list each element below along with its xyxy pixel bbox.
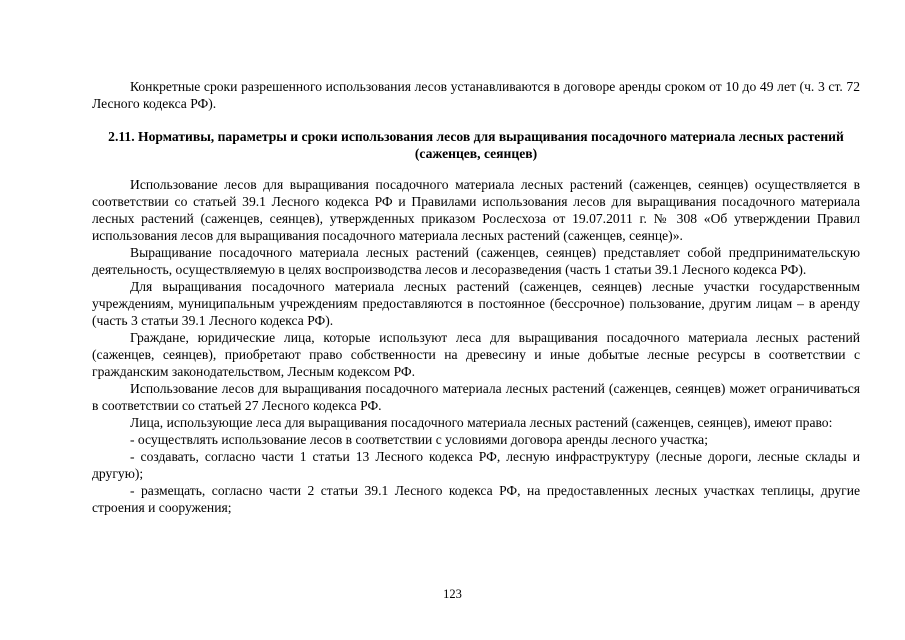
- list-item-lease-usage: - осуществлять использование лесов в соответствии с условиями договора аренды лесного участка;: [130, 432, 708, 447]
- intro-paragraph: Конкретные сроки разрешенного использования лесов устанавливаются в договоре аренды сроком от 10 до 49 лет (ч. 3 ст. 72 Лесного кодекса РФ).: [92, 79, 860, 111]
- list-item-greenhouses: - размещать, согласно части 2 статьи 39.1 Лесного кодекса РФ, на предоставленных лесных участках теплицы, другие строения и сооружения;: [92, 483, 860, 515]
- paragraph-limitations: Использование лесов для выращивания посадочного материала лесных растений (саженцев, сеянцев) может ограничиваться в соответствии со статьей 27 Лесного кодекса РФ.: [92, 381, 860, 413]
- document-page: [92, 70, 860, 516]
- paragraph-usage-basis: Использование лесов для выращивания посадочного материала лесных растений (саженцев, сеянцев) осуществляется в соответствии со статьей 39.1 Лесного кодекса РФ и Правилами использования лесов для выращивания посадочного материала лесных растений (саженцев, сеянцев), утвержденных приказом Рослесхоза от 19.07.2011 г. № 308 «Об утверждении Правил использования лесов для выращивания посадочного материала лесных растений (саженцев, сеянце)».: [92, 177, 860, 243]
- page-number: 123: [443, 587, 462, 601]
- paragraph-business-activity: Выращивание посадочного материала лесных растений (саженцев, сеянцев) представляет собой предпринимательскую деятельность, осуществляемую в целях воспроизводства лесов и лесоразведения (часть 1 статьи 39.1 Лесного кодекса РФ).: [92, 245, 860, 277]
- section-body: [92, 176, 860, 516]
- paragraph-ownership-rights: Граждане, юридические лица, которые используют леса для выращивания посадочного материала лесных растений (саженцев, сеянцев), приобретают право собственности на древесину и иные добытые лесные ресурсы в соответствии с гражданским законодательством, Лесным кодексом РФ.: [92, 330, 860, 379]
- paragraph-land-provision: Для выращивания посадочного материала лесных растений (саженцев, сеянцев) лесные участки государственным учреждениям, муниципальным учреждениям предоставляются в постоянное (бессрочное) пользование, другим лицам – в аренду (часть 3 статьи 39.1 Лесного кодекса РФ).: [92, 279, 860, 328]
- list-item-infrastructure: - создавать, согласно части 1 статьи 13 Лесного кодекса РФ, лесную инфраструктуру (лесные дороги, лесные склады и другую);: [92, 449, 860, 481]
- paragraph-rights-intro: Лица, использующие леса для выращивания посадочного материала лесных растений (саженцев, сеянцев), имеют право:: [130, 415, 833, 430]
- section-heading: 2.11. Нормативы, параметры и сроки использования лесов для выращивания посадочного материала лесных растений (саженцев, сеянцев): [108, 129, 844, 161]
